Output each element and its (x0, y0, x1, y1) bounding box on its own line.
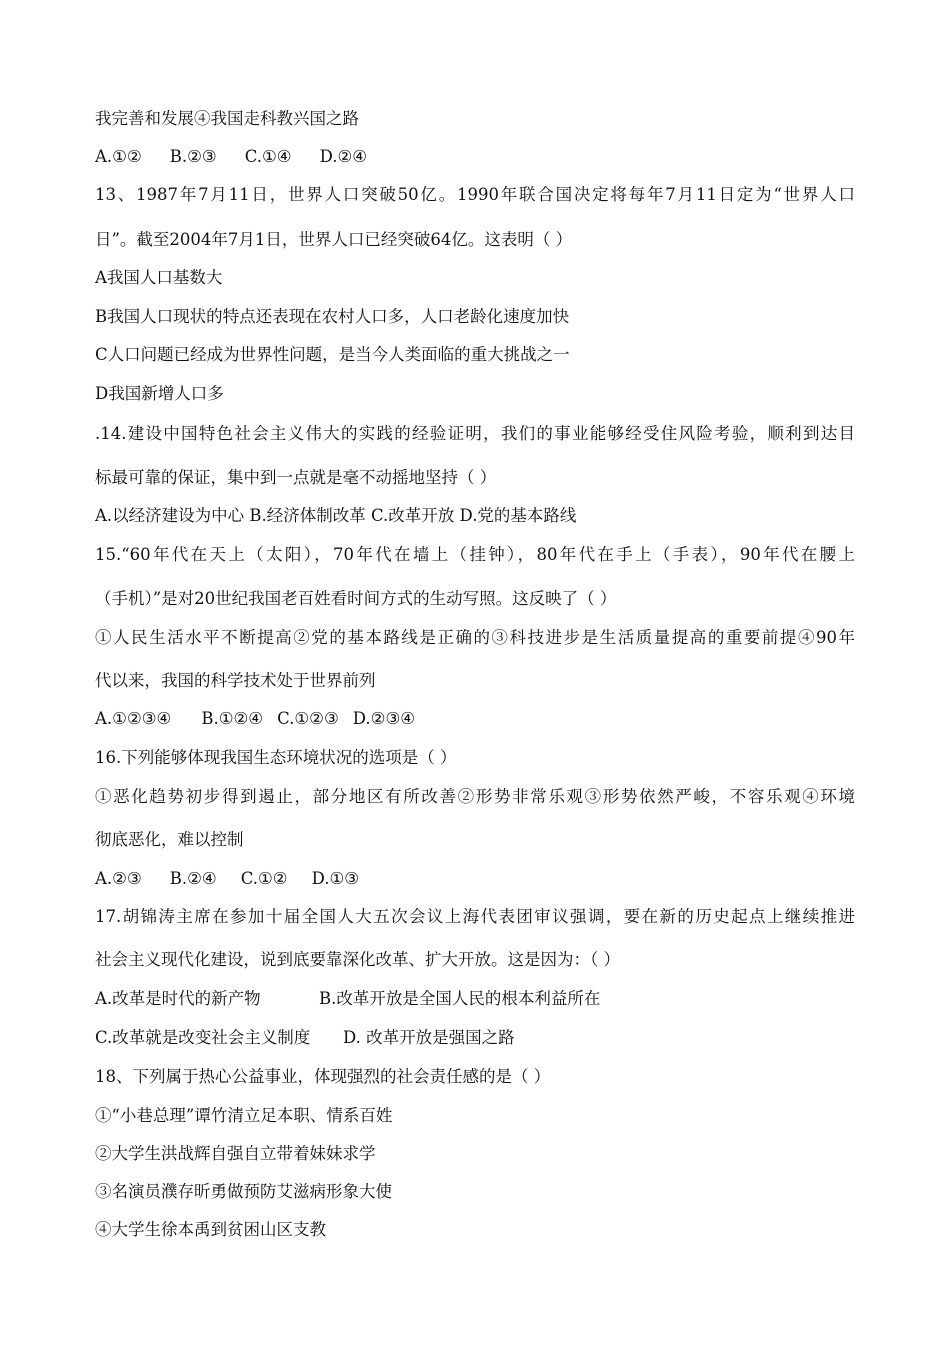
q18-statement-4: ④大学生徐本禹到贫困山区支教 (95, 1220, 326, 1239)
q16-option-a: A.②③ (95, 869, 142, 888)
q17-options-row-2 (95, 1028, 515, 1050)
q12-option-c: C.①④ (244, 147, 292, 166)
q15-option-a: A.①②③④ (95, 709, 172, 728)
q13-stem-line-2: 日”。截至2004年7月1日，世界人口已经突破64亿。这表明（ ） (95, 230, 573, 249)
q12-statement-continued: 我完善和发展④我国走科教兴国之路 (95, 109, 359, 128)
q16-statements-line-1: ①恶化趋势初步得到遏止，部分地区有所改善②形势非常乐观③形势依然严峻，不容乐观④环境 (95, 787, 855, 806)
q16-stem: 16.下列能够体现我国生态环境状况的选项是（ ） (95, 748, 457, 767)
q12-options (95, 147, 367, 169)
q12-option-a: A.①② (95, 147, 142, 166)
q13-option-d: D我国新增人口多 (95, 384, 224, 403)
q16-option-c: C.①② (240, 869, 288, 888)
q18-statement-1: ①“小巷总理”谭竹清立足本职、情系百姓 (95, 1106, 393, 1125)
q16-option-b: B.②④ (169, 869, 217, 888)
q15-options (95, 709, 415, 731)
q16-option-d: D.①③ (311, 869, 360, 888)
q17-stem-line-2: 社会主义现代化建设，说到底要靠深化改革、扩大开放。这是因为：（ ） (95, 950, 620, 969)
q17-options-row-1 (95, 989, 600, 1011)
q18-stem: 18、下列属于热心公益事业，体现强烈的社会责任感的是（ ） (95, 1067, 551, 1086)
q17-stem-line-1: 17.胡锦涛主席在参加十届全国人大五次会议上海代表团审议强调，要在新的历史起点上继续推进 (95, 907, 855, 926)
q12-option-b: B.②③ (169, 147, 217, 166)
q15-option-b: B.①②④ (201, 709, 264, 728)
q15-statements-line-1: ①人民生活水平不断提高②党的基本路线是正确的③科技进步是生活质量提高的重要前提④90年 (95, 628, 855, 647)
q17-option-c: C.改革就是改变社会主义制度 (95, 1028, 311, 1047)
q15-statements-line-2: 代以来，我国的科学技术处于世界前列 (95, 671, 376, 690)
q13-stem-line-1: 13、1987年7月11日，世界人口突破50亿。1990年联合国决定将每年7月11日定为“世界人口 (95, 185, 855, 204)
q13-option-b: B我国人口现状的特点还表现在农村人口多，人口老龄化速度加快 (95, 307, 570, 326)
q15-option-d: D.②③④ (352, 709, 416, 728)
q17-option-a: A.改革是时代的新产物 (95, 989, 261, 1008)
q12-option-d: D.②④ (319, 147, 368, 166)
q15-option-c: C.①②③ (277, 709, 339, 728)
q15-stem-line-2: （手机）”是对20世纪我国老百姓看时间方式的生动写照。这反映了（ ） (95, 589, 617, 608)
q14-stem-line-2: 标最可靠的保证，集中到一点就是毫不动摇地坚持（ ） (95, 468, 497, 487)
q16-options (95, 869, 359, 891)
q15-stem-line-1: 15.“60年代在天上（太阳），70年代在墙上（挂钟），80年代在手上（手表），90年代在腰上 (95, 545, 855, 564)
q18-statement-3: ③名演员濮存昕勇做预防艾滋病形象大使 (95, 1182, 392, 1201)
q16-statements-line-2: 彻底恶化，难以控制 (95, 830, 244, 849)
q13-option-c: C人口问题已经成为世界性问题，是当今人类面临的重大挑战之一 (95, 345, 570, 364)
q17-option-d: D. 改革开放是强国之路 (343, 1028, 515, 1047)
q18-statement-2: ②大学生洪战辉自强自立带着妹妹求学 (95, 1144, 376, 1163)
q14-options: A.以经济建设为中心 B.经济体制改革 C.改革开放 D.党的基本路线 (95, 506, 577, 525)
q14-stem-line-1: .14.建设中国特色社会主义伟大的实践的经验证明，我们的事业能够经受住风险考验，顺利到达目 (95, 424, 855, 443)
q13-option-a: A我国人口基数大 (95, 268, 223, 287)
q17-option-b: B.改革开放是全国人民的根本利益所在 (319, 989, 601, 1008)
